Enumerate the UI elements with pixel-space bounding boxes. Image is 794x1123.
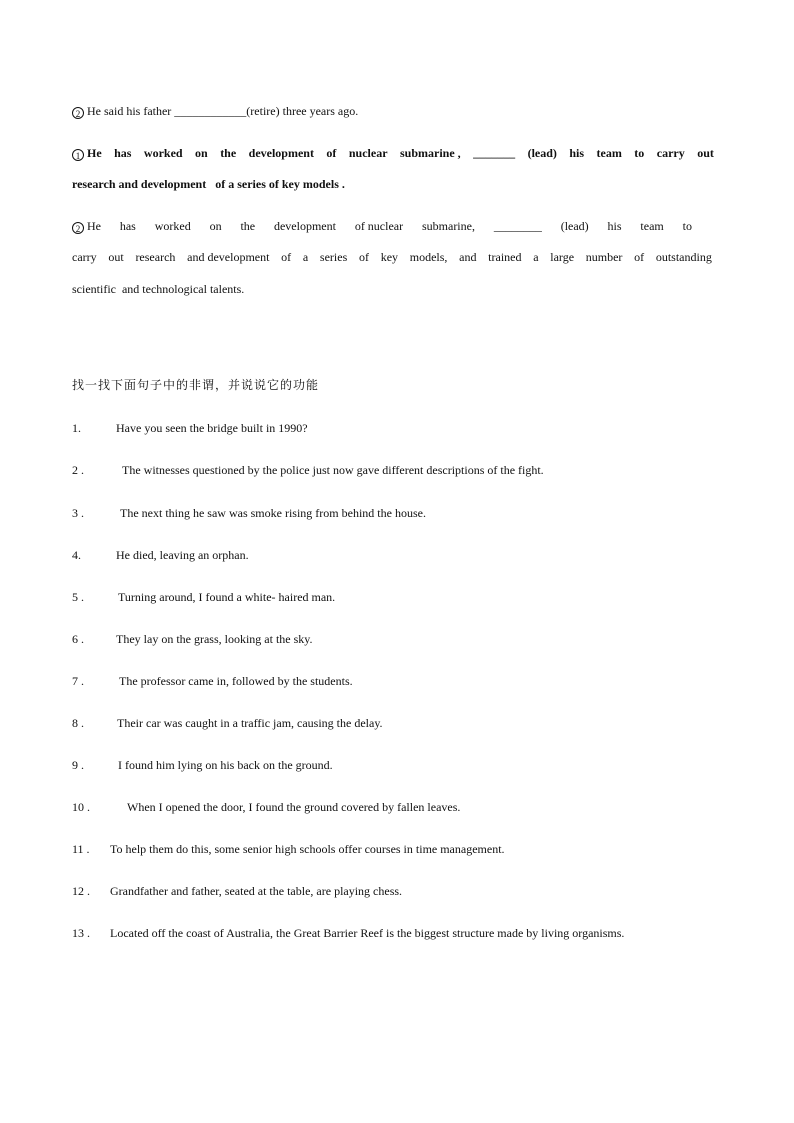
item-text: Turning around, I found a white- haired man. [118, 590, 336, 604]
word: on [195, 146, 208, 160]
item-text: I found him lying on his back on the ground. [118, 758, 333, 772]
word: carry [72, 250, 97, 264]
word: outstanding [655, 250, 712, 264]
exercise-words [72, 218, 692, 234]
word: has [119, 219, 136, 233]
list-item [72, 547, 249, 563]
word: research [135, 250, 176, 264]
exercise-words [72, 249, 712, 265]
item-number: 12 . [72, 884, 90, 898]
item-text: To help them do this, some senior high schools offer courses in time management. [110, 842, 505, 856]
list-item [72, 925, 624, 941]
item-text: He died, leaving an orphan. [116, 548, 249, 562]
item-number: 4. [72, 548, 81, 562]
word: 1 He [72, 145, 102, 161]
item-number: 7 . [72, 674, 84, 688]
exercise-line-1 [72, 218, 692, 234]
word: (lead) [527, 146, 557, 160]
exercise-line-retire [72, 103, 358, 119]
word: of [358, 250, 369, 264]
word: his [569, 146, 585, 160]
word: nuclear [348, 146, 388, 160]
word: development [273, 219, 336, 233]
list-item [72, 420, 308, 436]
word: and development [187, 250, 270, 264]
word: a [302, 250, 309, 264]
word: of [281, 250, 292, 264]
exercise-bold-words [72, 145, 714, 161]
item-text: The next thing he saw was smoke rising from behind the house. [120, 506, 426, 520]
word: series [319, 250, 348, 264]
word: his [607, 219, 622, 233]
word: team [640, 219, 664, 233]
exercise-line-3: scientific and technological talents. [72, 282, 245, 296]
word: team [596, 146, 622, 160]
exercise-line-2 [72, 249, 712, 265]
item-text: Have you seen the bridge built in 1990? [116, 421, 308, 435]
item-number: 13 . [72, 926, 90, 940]
item-text: The witnesses questioned by the police just now gave different descriptions of the fight. [122, 463, 544, 477]
word: 2 He [72, 218, 101, 234]
list-item [72, 505, 426, 521]
word: worked [143, 146, 183, 160]
blank: _______ [473, 146, 516, 160]
exercise-text: He said his father ____________(retire) three years ago. [87, 104, 359, 118]
word: (lead) [560, 219, 589, 233]
item-number: 6 . [72, 632, 84, 646]
word: large [550, 250, 575, 264]
word: on [209, 219, 222, 233]
item-text: When I opened the door, I found the ground covered by fallen leaves. [127, 800, 461, 814]
word: submarine , [400, 146, 461, 160]
word: has [114, 146, 132, 160]
word: worked [154, 219, 191, 233]
list-item [72, 589, 335, 605]
item-text: They lay on the grass, looking at the sky. [116, 632, 313, 646]
word: key [380, 250, 399, 264]
item-text: Located off the coast of Australia, the Great Barrier Reef is the biggest structure made by living organisms. [110, 926, 625, 940]
item-text: Their car was caught in a traffic jam, causing the delay. [117, 716, 383, 730]
exercise-bold-line-1 [72, 145, 714, 161]
word: to [682, 219, 692, 233]
item-number: 8 . [72, 716, 84, 730]
list-item [72, 799, 460, 815]
word: of [326, 146, 337, 160]
blank: ________ [493, 219, 542, 233]
word: number [585, 250, 623, 264]
item-text: Grandfather and father, seated at the table, are playing chess. [110, 884, 403, 898]
word: to [634, 146, 645, 160]
word: trained [488, 250, 522, 264]
word: submarine, [421, 219, 475, 233]
item-number: 5 . [72, 590, 84, 604]
item-number: 1. [72, 421, 81, 435]
word: out [697, 146, 714, 160]
list-item [72, 673, 353, 689]
section-heading: 找一找下面句子中的非谓，并说说它的功能 [72, 378, 320, 392]
item-number: 10 . [72, 800, 90, 814]
word: models, [409, 250, 448, 264]
item-text: The professor came in, followed by the students. [119, 674, 353, 688]
item-number: 3 . [72, 506, 84, 520]
word: carry [656, 146, 685, 160]
word: development [248, 146, 314, 160]
exercise-bold-line-2: research and development of a series of key models . [72, 177, 345, 191]
list-item [72, 841, 505, 857]
item-number: 2 . [72, 463, 84, 477]
item-number: 9 . [72, 758, 84, 772]
word: and [459, 250, 477, 264]
word: the [240, 219, 256, 233]
word: the [220, 146, 237, 160]
list-item [72, 757, 333, 773]
circled-number-marker: 1 [72, 149, 84, 161]
item-number: 11 . [72, 842, 90, 856]
list-item [72, 883, 402, 899]
word: of [634, 250, 645, 264]
list-item [72, 715, 383, 731]
list-item [72, 462, 544, 478]
list-item [72, 631, 313, 647]
circled-number-marker: 2 [72, 222, 84, 234]
word: of nuclear [354, 219, 404, 233]
circled-number-marker: 2 [72, 107, 84, 119]
word: a [533, 250, 539, 264]
word: out [108, 250, 124, 264]
